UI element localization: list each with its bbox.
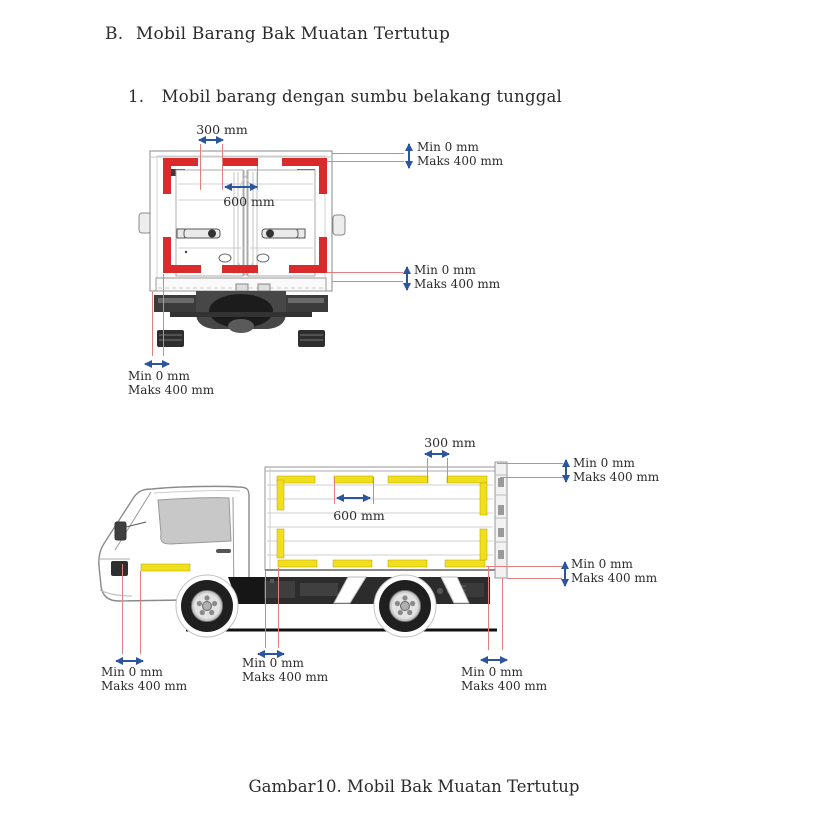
item-number: 1. [128,87,145,106]
side-label-top-right: Min 0 mm Maks 400 mm [573,456,660,484]
rear-arrow-600mm [225,186,257,188]
section-label: B. [105,24,124,44]
side-cab [99,486,264,604]
leader-line [140,571,141,654]
side-arrow-bottom-right [481,659,507,661]
side-dim-600mm: 600 mm [333,508,385,523]
rear-label-mid-right: Min 0 mm Maks 400 mm [414,263,501,291]
rear-arrow-bottom-left [145,363,169,365]
leader-line [332,153,404,154]
side-view-truck-illustration [85,450,520,645]
front-wheel [181,580,233,632]
side-arrow-bottom-mid [258,653,284,655]
leader-line [500,477,563,478]
side-arrow-600mm [337,497,370,499]
leader-line [327,272,403,273]
item-title: Mobil barang dengan sumbu belakang tunggal [161,87,562,106]
leader-line [327,161,404,162]
leader-line [507,578,562,579]
leader-line [222,144,223,190]
rear-label-bottom-left: Min 0 mm Maks 400 mm [128,369,215,397]
side-label-bottom-right: Min 0 mm Maks 400 mm [461,665,548,693]
leader-line [427,458,428,483]
side-arrow-bottom-left [116,660,143,662]
leader-line [373,477,374,504]
leader-line [163,274,164,356]
leader-line [200,144,201,190]
rear-wheel [379,580,431,632]
side-chassis [232,577,490,604]
leader-line [334,477,335,504]
leader-line [265,571,266,648]
leader-line [278,568,279,648]
leader-line [502,578,503,650]
rear-arrow-top-right [408,144,410,168]
rear-label-top-right: Min 0 mm Maks 400 mm [417,140,504,168]
leader-line [497,463,563,464]
leader-line [332,281,403,282]
leader-line [447,458,448,483]
side-arrow-top-right [565,460,567,482]
rear-dim-300mm: 300 mm [196,122,248,137]
side-arrow-mid-right [564,562,566,586]
rear-arrow-300mm [199,139,223,141]
side-label-mid-right: Min 0 mm Maks 400 mm [571,557,658,585]
section-heading [105,24,450,44]
section-title: Mobil Barang Bak Muatan Tertutup [135,24,451,44]
leader-line [122,564,123,654]
rear-chassis [154,291,328,347]
side-dim-300mm: 300 mm [424,435,476,450]
leader-line [486,566,562,567]
side-arrow-300mm [425,453,449,455]
leader-line [488,567,489,650]
rear-dim-600mm: 600 mm [223,194,275,209]
item-heading [128,87,562,106]
side-label-bottom-mid: Min 0 mm Maks 400 mm [242,656,329,684]
rear-view-truck-illustration [130,145,360,355]
figure-caption: Gambar10. Mobil Bak Muatan Tertutup [248,777,580,796]
rear-arrow-mid-right [406,267,408,290]
side-label-bottom-left: Min 0 mm Maks 400 mm [101,665,188,693]
leader-line [152,292,153,356]
